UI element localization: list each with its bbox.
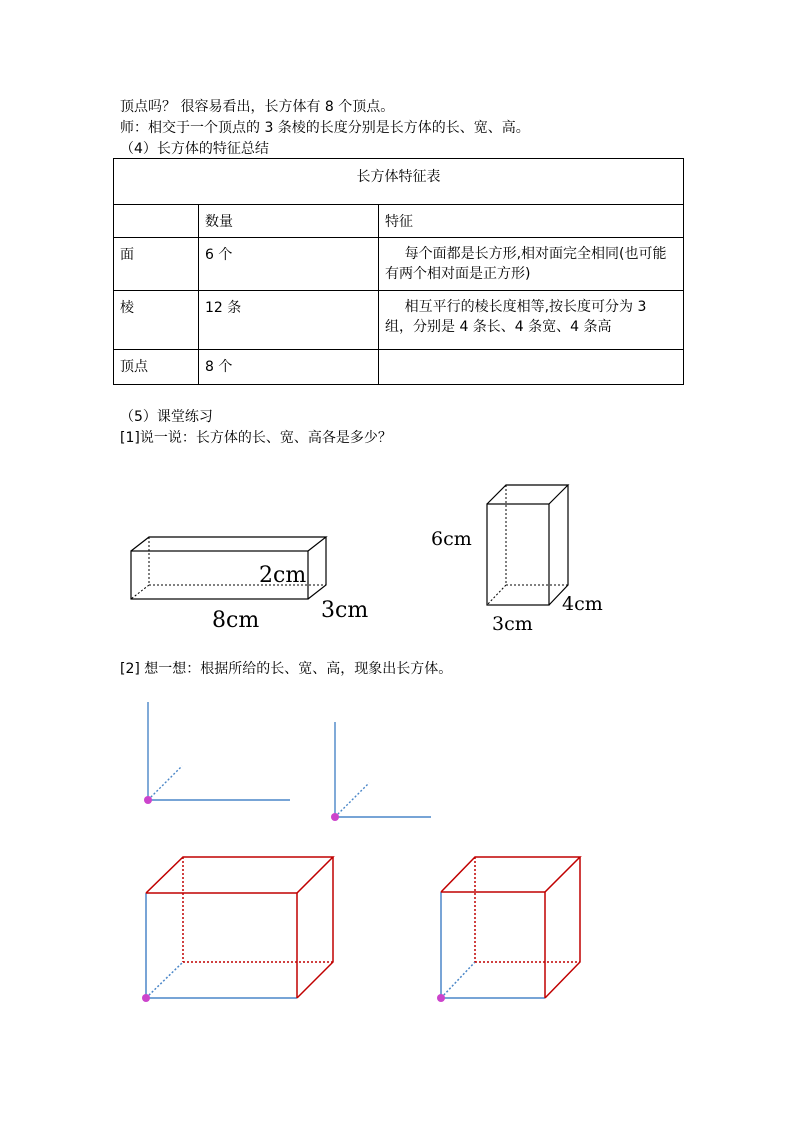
box1-length-label: 8cm xyxy=(212,608,260,633)
row-count: 12 条 xyxy=(199,291,379,350)
table-header-count: 数量 xyxy=(199,205,379,238)
completed-cuboid-2 xyxy=(441,857,580,998)
row-name: 面 xyxy=(114,238,199,291)
completed-cuboid-1 xyxy=(146,857,333,998)
row-name: 棱 xyxy=(114,291,199,350)
axes-figure-1 xyxy=(148,702,290,800)
section-5-title: （5）课堂练习 xyxy=(120,409,213,425)
table-caption: 长方体特征表 xyxy=(114,159,684,205)
box1-height-label: 2cm xyxy=(259,563,307,588)
intro-line-2: 师：相交于一个顶点的 3 条棱的长度分别是长方体的长、宽、高。 xyxy=(120,120,530,136)
box2-height-label: 6cm xyxy=(431,528,472,550)
exercise-1-prompt: [1]说一说：长方体的长、宽、高各是多少？ xyxy=(120,430,392,446)
row-feature: 相互平行的棱长度相等,按长度可分为 3 组，分别是 4 条长、4 条宽、4 条高 xyxy=(379,291,684,350)
cuboid-figure-2 xyxy=(487,485,568,605)
row-count: 8 个 xyxy=(199,350,379,385)
intro-line-1: 顶点吗？ 很容易看出，长方体有 8 个顶点。 xyxy=(120,99,395,115)
box2-length-label: 3cm xyxy=(492,613,533,635)
row-name: 顶点 xyxy=(114,350,199,385)
box1-width-label: 3cm xyxy=(321,598,369,623)
row-count: 6 个 xyxy=(199,238,379,291)
vertex-dot xyxy=(144,796,152,804)
vertex-dot xyxy=(437,994,445,1002)
box2-width-label: 4cm xyxy=(562,593,603,615)
axes-figure-2 xyxy=(335,722,431,817)
table-header-feature: 特征 xyxy=(379,205,684,238)
exercise-2-prompt: [2] 想一想：根据所给的长、宽、高，现象出长方体。 xyxy=(120,661,453,677)
vertex-dot xyxy=(142,994,150,1002)
row-feature: 每个面都是长方形,相对面完全相同(也可能有两个相对面是正方形) xyxy=(379,238,684,291)
section-4-title: （4）长方体的特征总结 xyxy=(120,141,269,157)
vertex-dot xyxy=(331,813,339,821)
